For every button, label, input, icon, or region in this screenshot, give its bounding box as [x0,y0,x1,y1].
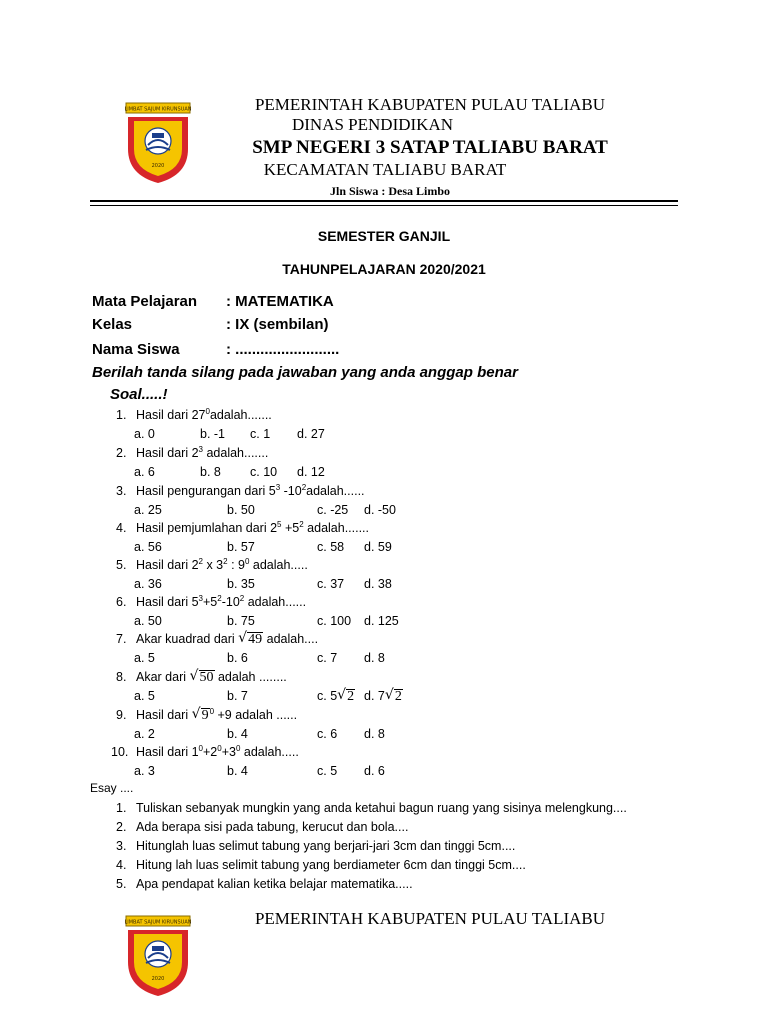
option-a[interactable] [134,614,162,628]
radical [192,708,210,723]
option-label: c. 6 [317,727,338,741]
header-department: DINAS PENDIDIKAN [291,115,454,134]
exponent: 0 [235,744,241,753]
option-label: d. 59 [364,540,392,554]
option-b[interactable] [227,727,248,741]
option-label: d. 125 [364,614,399,628]
question-text-mid: +9 [214,708,232,722]
option-b[interactable] [227,503,255,517]
question-text [136,521,369,535]
question-text-mid: : 9 [227,558,245,572]
option-label: a. 50 [134,614,162,628]
exponent: 2 [299,520,304,529]
essay-number: 2. [116,820,127,834]
option-label: b. 4 [227,764,248,778]
option-b[interactable] [200,427,225,441]
question-text-start: Hasil dari 27 [136,408,206,422]
option-c[interactable] [317,540,344,554]
exponent: 3 [198,445,203,454]
option-d[interactable] [364,540,392,554]
logo-motto: LIMBAT SAJUM KIRUNSUAN [124,106,192,113]
option-label: b. 75 [227,614,255,628]
question-number: 4. [116,521,127,535]
option-label: c. 5 [317,764,338,778]
option-b[interactable] [227,540,255,554]
exponent: 3 [198,594,203,603]
option-a[interactable] [134,427,155,441]
option-a[interactable] [134,540,162,554]
option-b[interactable] [227,764,248,778]
question-text-start: Hasil dari 1 [136,745,199,759]
question-text-mid: x 3 [202,558,224,572]
question-text [136,558,308,572]
question-text-end: adalah.... [263,632,319,646]
essay-text: Apa pendapat kalian ketika belajar matematika..... [136,877,413,891]
radical [190,670,215,685]
option-b[interactable] [200,465,221,479]
exponent: 0 [244,557,250,566]
exponent: 2 [198,557,203,566]
essay-number: 4. [116,858,127,872]
question-text-mid: +2 [202,745,218,759]
semester-title: SEMESTER GANJIL [317,228,451,244]
question-text-end: adalah....... [209,408,272,422]
question-text-end: adalah ........ [214,670,287,684]
instruction-text: Berilah tanda silang pada jawaban yang anda anggap benar [92,364,518,381]
exponent: 0 [205,407,210,416]
option-label: c. 10 [250,465,278,479]
option-c[interactable] [317,764,337,778]
option-label: b. 7 [227,689,248,703]
radical-sign: √ [337,687,347,703]
option-c[interactable] [317,727,337,741]
question-number: 7. [116,632,127,646]
option-label: c. 7 [317,651,338,665]
question-text [136,595,306,609]
question-text-end: adalah..... [240,745,299,759]
option-label: a. 5 [134,651,155,665]
option-label: c. 5 [317,689,338,703]
question-text-start: Hasil dari 5 [136,595,199,609]
option-a[interactable] [134,577,162,591]
question-text-start: Hasil dari 2 [136,558,199,572]
question-text [136,632,318,647]
header-address: Jln Siswa : Desa Limbo [329,184,451,198]
option-label: d. 8 [364,651,385,665]
essay-text: Hitung lah luas selimit tabung yang berdiameter 6cm dan tinggi 5cm.... [136,858,526,872]
option-label: b. 57 [227,540,255,554]
option-d[interactable] [297,465,325,479]
radicand: 2 [394,689,402,704]
subject-value: : MATEMATIKA [226,293,334,310]
school-logo [118,97,198,187]
exponent: 2 [217,594,222,603]
option-a[interactable] [134,465,155,479]
header-district: KECAMATAN TALIABU BARAT [263,160,507,179]
radicand: 49 [248,632,263,647]
option-c[interactable] [317,689,355,704]
option-b[interactable] [227,614,255,628]
option-label: c. -25 [317,503,349,517]
option-d[interactable] [364,689,403,704]
question-text-mid: -10 [280,484,302,498]
option-b[interactable] [227,651,248,665]
option-label: a. 25 [134,503,162,517]
question-text [136,484,365,498]
option-d[interactable] [364,577,392,591]
radical-sign: √ [384,687,394,703]
option-label: c. 1 [250,427,271,441]
radical [337,689,355,704]
option-c[interactable] [250,465,277,479]
option-label: a. 2 [134,727,155,741]
question-text-start: Hasil dari 2 [136,446,199,460]
radicand: 50 [199,670,214,685]
question-text [136,446,268,460]
option-label: c. 100 [317,614,352,628]
question-text-start: Akar dari [136,670,190,684]
option-c[interactable] [250,427,270,441]
essay-text: Tuliskan sebanyak mungkin yang anda ketahui bagun ruang yang sisinya melengkung.... [136,801,627,815]
question-number: 6. [116,595,127,609]
question-text-end: adalah...... [244,595,307,609]
essay-number: 5. [116,877,127,891]
student-name-label: Nama Siswa [92,341,180,358]
exponent: 2 [239,594,245,603]
question-text [136,745,299,759]
option-label: d. 12 [297,465,325,479]
exponent: 0 [198,744,203,753]
question-text [136,708,297,723]
option-c[interactable] [317,577,344,591]
essay-number: 3. [116,839,127,853]
option-a[interactable] [134,689,155,703]
option-c[interactable] [317,503,348,517]
option-label: d. 8 [364,727,385,741]
option-label: a. 56 [134,540,162,554]
option-label: a. 0 [134,427,155,441]
essay-text: Hitunglah luas selimut tabung yang berjari-jari 3cm dan tinggi 5cm.... [136,839,516,853]
radical-sign: √ [189,668,199,684]
question-text-end: adalah....... [202,446,269,460]
option-label: b. 6 [227,651,248,665]
option-label: b. 8 [200,465,221,479]
header-divider-bottom [90,205,678,206]
student-name-value: : ......................... [226,341,340,358]
option-label: d. 6 [364,764,385,778]
class-label: Kelas [92,316,133,333]
radical [385,689,403,704]
header-government: PEMERINTAH KABUPATEN PULAU TALIABU [254,95,606,114]
option-d[interactable] [364,614,399,628]
exponent: 3 [275,483,281,492]
option-c[interactable] [317,651,337,665]
radicand: 2 [347,689,355,704]
question-number: 10. [111,745,129,759]
option-label: b. 50 [227,503,255,517]
question-number: 3. [116,484,127,498]
option-d[interactable] [297,427,325,441]
option-d[interactable] [364,651,385,665]
logo-year: 2020 [151,163,165,169]
option-a[interactable] [134,651,155,665]
essay-text: Ada berapa sisi pada tabung, kerucut dan bola.... [136,820,409,834]
soal-heading: Soal.....! [110,386,168,403]
option-a[interactable] [134,503,162,517]
essay-title: Esay .... [90,781,134,795]
logo-motto-footer: LIMBAT SAJUM KIRUNSUAN [124,919,192,926]
class-value: : IX (sembilan) [226,316,329,333]
option-label: a. 5 [134,689,155,703]
question-text [136,670,287,685]
header-divider-top [90,200,678,202]
option-label: b. -1 [200,427,226,441]
question-text-end: adalah..... [249,558,308,572]
exponent: 0 [217,744,222,753]
question-text-mid: +5 [281,521,300,535]
option-label: a. 6 [134,465,155,479]
question-text-start: Hasil dari [136,708,192,722]
option-label: d. -50 [364,503,396,517]
question-text-start: Hasil pengurangan dari 5 [136,484,276,498]
option-b[interactable] [227,689,248,703]
subject-label: Mata Pelajaran [92,293,198,310]
option-label: a. 36 [134,577,162,591]
question-number: 1. [116,408,127,422]
question-text-mid: +3 [221,745,236,759]
exponent: 0 [209,707,215,716]
option-a[interactable] [134,764,155,778]
option-label: b. 4 [227,727,248,741]
essay-number: 1. [116,801,127,815]
option-label: d. 27 [297,427,325,441]
option-d[interactable] [364,764,385,778]
question-number: 2. [116,446,127,460]
radical-sign: √ [191,706,201,722]
option-a[interactable] [134,727,155,741]
radical [238,632,263,647]
option-label: d. 7 [364,689,385,703]
question-text-mid: +5 [202,595,218,609]
question-text-start: Akar kuadrad dari [136,632,239,646]
header-school-name: SMP NEGERI 3 SATAP TALIABU BARAT [252,137,608,158]
option-label: a. 3 [134,764,155,778]
question-number: 5. [116,558,127,572]
exponent: 2 [223,557,228,566]
academic-year-title: TAHUNPELAJARAN 2020/2021 [282,261,486,277]
question-text-end: adalah ...... [231,708,298,722]
radicand: 9 [201,708,209,723]
logo-year-footer: 2020 [151,976,165,982]
question-text-end: adalah....... [303,521,370,535]
option-d[interactable] [364,503,396,517]
question-text-mid: -10 [221,595,240,609]
option-label: c. 37 [317,577,345,591]
option-label: c. 58 [317,540,345,554]
question-text-start: Hasil pemjumlahan dari 2 [136,521,278,535]
option-label: b. 35 [227,577,255,591]
option-d[interactable] [364,727,385,741]
question-text [136,408,272,422]
option-c[interactable] [317,614,351,628]
option-label: d. 38 [364,577,392,591]
question-text-end: adalah...... [306,484,365,498]
school-logo-footer [118,910,198,1000]
question-number: 9. [116,708,127,722]
radical-sign: √ [238,630,248,646]
exponent: 2 [301,483,307,492]
exponent: 5 [277,520,282,529]
option-b[interactable] [227,577,255,591]
question-number: 8. [116,670,127,684]
footer-header-government: PEMERINTAH KABUPATEN PULAU TALIABU [254,909,606,928]
